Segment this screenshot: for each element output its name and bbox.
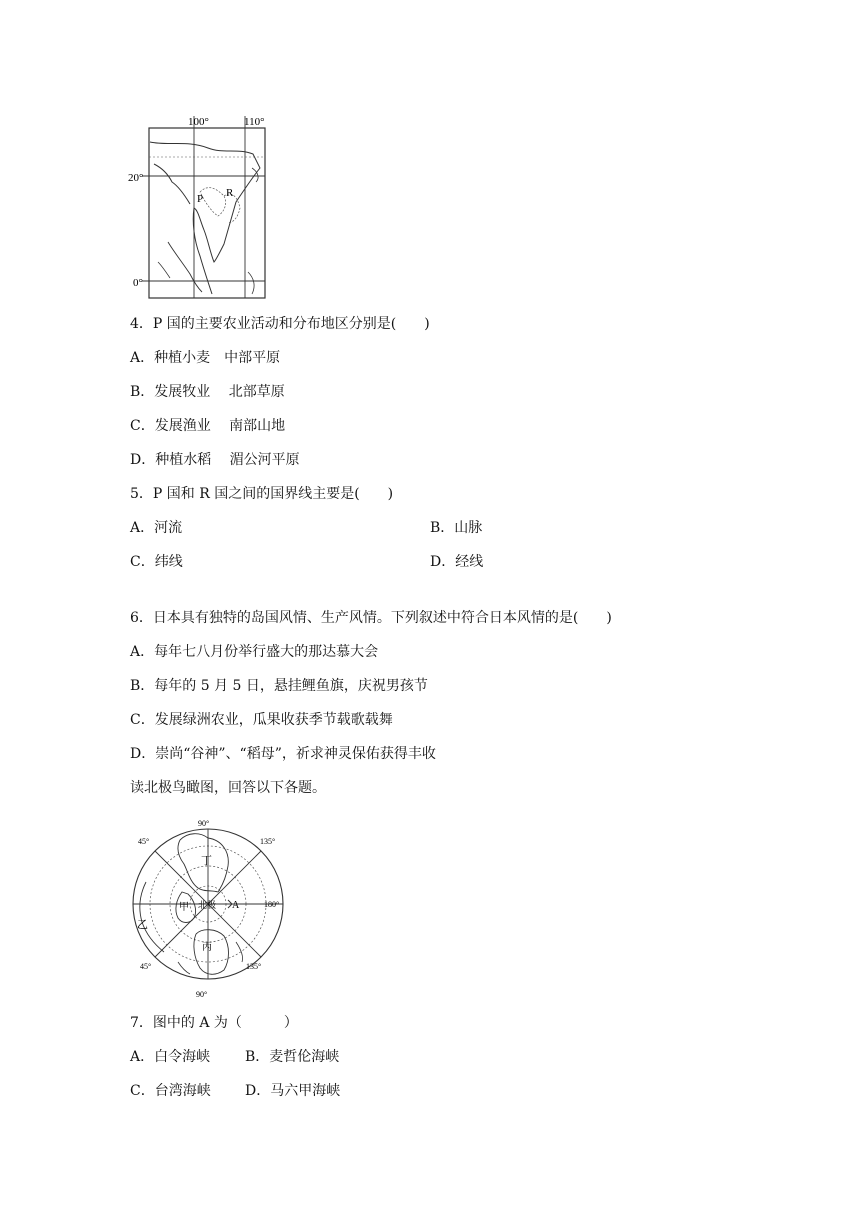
question-7-option-a[interactable]: A．白令海峡 <box>130 1049 211 1065</box>
degree-label-90-bottom: 90° <box>196 990 208 999</box>
north-pole-label: 北极 <box>198 900 217 910</box>
question-6-option-b[interactable]: B．每年的 5 月 5 日，悬挂鲤鱼旗，庆祝男孩节 <box>130 678 428 694</box>
degree-label-45-bottom: 45° <box>140 962 152 971</box>
southeast-asia-map <box>128 112 278 302</box>
lat-label-20: 20° <box>128 172 144 184</box>
region-label-yi: 乙 <box>137 919 148 931</box>
question-5-option-c[interactable]: C．纬线 <box>130 554 183 570</box>
question-4-option-c[interactable]: C．发展渔业 南部山地 <box>130 418 286 434</box>
question-4-stem: 4．P 国的主要农业活动和分布地区分别是( ) <box>130 316 430 332</box>
country-label-p: P <box>197 193 204 205</box>
question-5-stem: 5．P 国和 R 国之间的国界线主要是( ) <box>130 486 394 502</box>
country-label-r: R <box>226 187 234 199</box>
question-5-option-a[interactable]: A．河流 <box>130 520 183 536</box>
question-7-option-b[interactable]: B．麦哲伦海峡 <box>245 1049 340 1065</box>
question-6-stem: 6．日本具有独特的岛国风情、生产风情。下列叙述中符合日本风情的是( ) <box>130 610 612 626</box>
question-6-option-c[interactable]: C．发展绿洲农业，瓜果收获季节载歌载舞 <box>130 712 393 728</box>
question-5-option-b[interactable]: B．山脉 <box>430 520 483 536</box>
region-label-bing: 丙 <box>202 942 212 953</box>
degree-label-135-top: 135° <box>260 837 276 846</box>
strait-label-a: A <box>232 900 240 911</box>
lat-label-0: 0° <box>133 277 143 289</box>
question-6-option-a[interactable]: A．每年七八月份举行盛大的那达慕大会 <box>130 644 379 660</box>
section-intro: 读北极鸟瞰图，回答以下各题。 <box>130 780 326 796</box>
question-4-option-b[interactable]: B．发展牧业 北部草原 <box>130 384 285 400</box>
question-4-option-d[interactable]: D．种植水稻 湄公河平原 <box>130 452 300 468</box>
question-4-option-a[interactable]: A．种植小麦 中部平原 <box>130 350 281 366</box>
lon-label-100: 100° <box>188 116 209 128</box>
question-7-stem: 7．图中的 A 为（ ） <box>130 1015 298 1031</box>
lon-label-110: 110° <box>244 116 265 128</box>
region-label-ding: 丁 <box>201 855 212 867</box>
region-label-jia: 甲 <box>179 902 189 913</box>
north-pole-map <box>126 812 296 1000</box>
question-7-option-c[interactable]: C．台湾海峡 <box>130 1083 211 1099</box>
degree-label-180: 180° <box>264 900 280 909</box>
question-7-option-d[interactable]: D．马六甲海峡 <box>245 1083 341 1099</box>
question-6-option-d[interactable]: D．崇尚“谷神”、“稻母”，祈求神灵保佑获得丰收 <box>130 746 436 762</box>
degree-label-90-top: 90° <box>198 819 210 828</box>
degree-label-45-top: 45° <box>138 837 150 846</box>
question-5-option-d[interactable]: D．经线 <box>430 554 484 570</box>
degree-label-135-bottom: 135° <box>246 962 262 971</box>
